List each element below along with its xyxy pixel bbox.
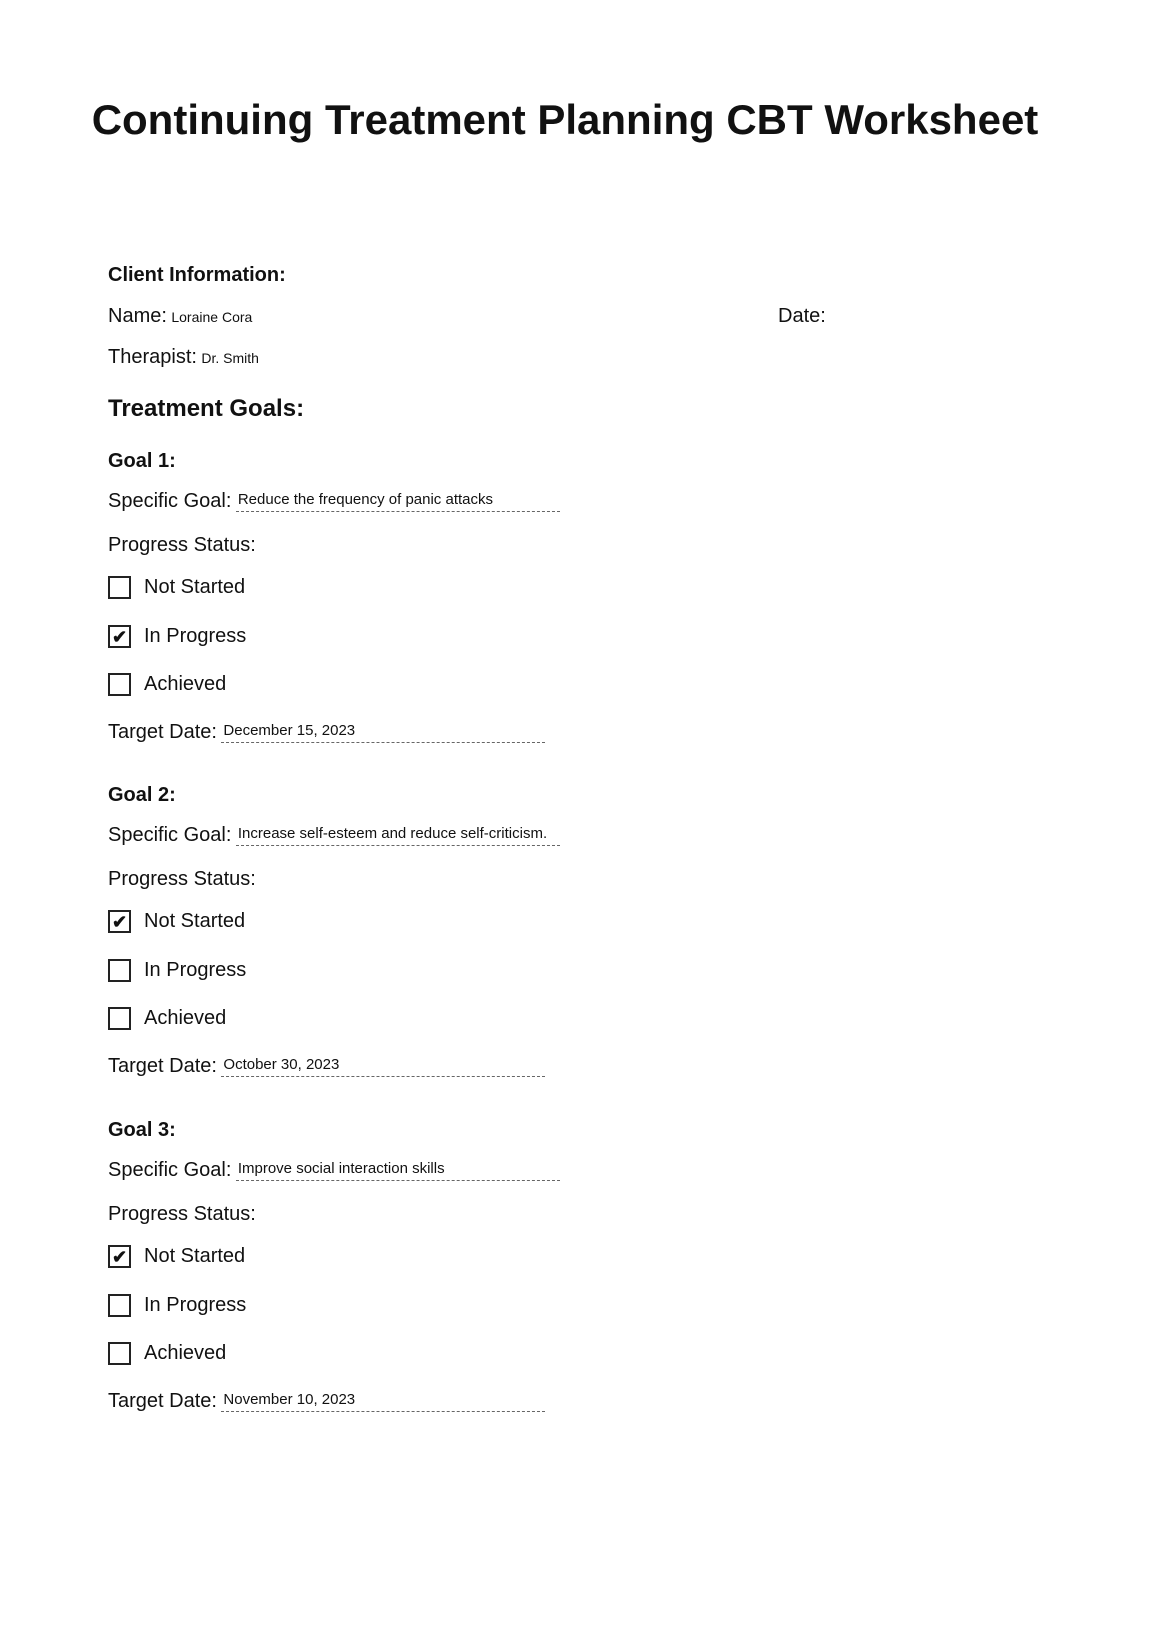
option-label: In Progress — [144, 959, 247, 982]
goal-section — [108, 784, 808, 1104]
client-info-heading: Client Information: — [108, 264, 286, 286]
checkbox[interactable] — [108, 1007, 131, 1030]
name-label: Name: — [108, 305, 167, 327]
specific-goal-label: Specific Goal: — [108, 1159, 232, 1181]
progress-status-label: Progress Status: — [108, 1203, 256, 1225]
goal-section — [108, 450, 808, 770]
goal-section — [108, 1119, 808, 1439]
target-date-row — [108, 721, 545, 744]
checkbox[interactable] — [108, 673, 131, 696]
checkbox[interactable] — [108, 959, 131, 982]
option-label: Achieved — [144, 673, 227, 696]
target-date-field[interactable]: December 15, 2023 — [221, 722, 545, 743]
target-date-label: Target Date: — [108, 1390, 217, 1412]
progress-status-label: Progress Status: — [108, 868, 256, 890]
treatment-goals-heading: Treatment Goals: — [108, 395, 305, 422]
checkbox[interactable] — [108, 1294, 131, 1317]
status-option-in-progress[interactable] — [108, 625, 246, 648]
checkbox[interactable] — [108, 1342, 131, 1365]
status-option-not-started[interactable] — [108, 1245, 245, 1268]
therapist-label: Therapist: — [108, 346, 197, 368]
checkbox-checked[interactable]: ✔ — [108, 910, 131, 933]
status-option-achieved[interactable] — [108, 673, 226, 696]
status-option-achieved[interactable] — [108, 1342, 226, 1365]
checkbox[interactable] — [108, 576, 131, 599]
target-date-row — [108, 1055, 545, 1078]
option-label: In Progress — [144, 1294, 247, 1317]
name-row — [108, 305, 252, 328]
status-option-achieved[interactable] — [108, 1007, 226, 1030]
therapist-row — [108, 346, 259, 369]
status-option-in-progress[interactable] — [108, 1294, 246, 1317]
option-label: In Progress — [144, 625, 247, 648]
status-option-not-started[interactable] — [108, 910, 245, 933]
specific-goal-row — [108, 824, 560, 847]
specific-goal-row — [108, 490, 560, 513]
date-label: Date: — [778, 305, 826, 327]
specific-goal-label: Specific Goal: — [108, 824, 232, 846]
therapist-value[interactable]: Dr. Smith — [201, 350, 259, 366]
name-value[interactable]: Loraine Cora — [171, 309, 253, 325]
checkbox-checked[interactable]: ✔ — [108, 625, 131, 648]
option-label: Not Started — [144, 910, 246, 933]
option-label: Not Started — [144, 1245, 246, 1268]
goal-heading: Goal 3: — [108, 1119, 176, 1141]
status-option-not-started[interactable] — [108, 576, 245, 599]
target-date-field[interactable]: November 10, 2023 — [221, 1391, 545, 1412]
specific-goal-field[interactable]: Increase self-esteem and reduce self-criticism. — [236, 825, 560, 846]
option-label: Not Started — [144, 576, 246, 599]
specific-goal-row — [108, 1159, 560, 1182]
option-label: Achieved — [144, 1007, 227, 1030]
page-title: Continuing Treatment Planning CBT Worksheet — [91, 96, 1039, 143]
option-label: Achieved — [144, 1342, 227, 1365]
target-date-row — [108, 1390, 545, 1413]
checkbox-checked[interactable]: ✔ — [108, 1245, 131, 1268]
target-date-label: Target Date: — [108, 721, 217, 743]
progress-status-label: Progress Status: — [108, 534, 256, 556]
specific-goal-field[interactable]: Improve social interaction skills — [236, 1160, 560, 1181]
specific-goal-label: Specific Goal: — [108, 490, 232, 512]
specific-goal-field[interactable]: Reduce the frequency of panic attacks — [236, 491, 560, 512]
target-date-label: Target Date: — [108, 1055, 217, 1077]
goal-heading: Goal 1: — [108, 450, 176, 472]
status-option-in-progress[interactable] — [108, 959, 246, 982]
goal-heading: Goal 2: — [108, 784, 176, 806]
target-date-field[interactable]: October 30, 2023 — [221, 1056, 545, 1077]
